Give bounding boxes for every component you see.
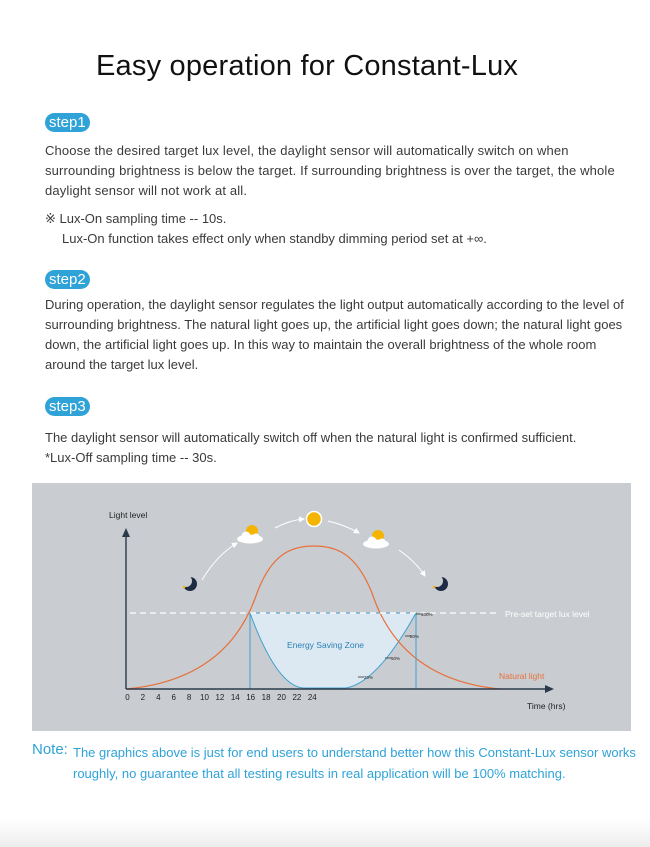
partly-cloudy-right-icon xyxy=(363,530,389,549)
lux-on-function-note: Lux-On function takes effect only when standby dimming period set at +∞. xyxy=(62,231,487,246)
page-title: Easy operation for Constant-Lux xyxy=(96,50,519,82)
x-tick-labels xyxy=(125,693,317,702)
note-text: The graphics above is just for end users to understand better how this Constant-Lux sensor works roughly, no guarantee that all testing results in real application will be 100% matching. xyxy=(73,745,636,781)
x-tick-label: 20 xyxy=(277,693,286,702)
preset-lux-label: Pre-set target lux level xyxy=(505,609,590,619)
percent-label-50: 50% xyxy=(391,656,401,661)
lux-off-sampling-note: *Lux-Off sampling time -- 30s. xyxy=(45,450,217,465)
x-tick-label: 22 xyxy=(292,693,302,702)
moon-left-icon xyxy=(180,575,197,591)
x-tick-label: 18 xyxy=(261,693,271,702)
arc-arrow-3 xyxy=(328,521,359,533)
step2-badge: step2 xyxy=(45,270,90,289)
note-label: Note: xyxy=(32,741,68,758)
x-tick-label: 2 xyxy=(140,693,146,702)
energy-saving-zone-label: Energy Saving Zone xyxy=(287,640,365,650)
step3-text: The daylight sensor will automatically switch off when the natural light is confirmed sufficient. xyxy=(45,430,577,445)
x-tick-label: 8 xyxy=(186,693,192,702)
step1-text: Choose the desired target lux level, the daylight sensor will automatically switch on when surrounding brightness is below the target. If surrounding brightness is over the target, the whole daylight sensor will not work at all. xyxy=(45,143,615,198)
lux-on-sampling-note: ※ Lux-On sampling time -- 10s. xyxy=(45,211,227,226)
arc-arrow-1 xyxy=(202,543,237,580)
x-tick-label: 10 xyxy=(200,693,209,702)
partly-cloudy-left-icon xyxy=(237,525,263,544)
y-axis-label: Light level xyxy=(109,510,148,520)
x-tick-label: 24 xyxy=(307,693,317,702)
natural-light-label: Natural light xyxy=(499,671,545,681)
percent-label-20: 20% xyxy=(364,675,374,680)
constant-lux-diagram xyxy=(32,483,631,731)
x-tick-label: 0 xyxy=(125,693,130,702)
bottom-fade xyxy=(0,819,650,847)
arc-arrow-4 xyxy=(399,550,425,576)
sun-icon xyxy=(307,512,322,527)
x-tick-label: 16 xyxy=(246,693,256,702)
x-tick-label: 4 xyxy=(156,693,161,702)
percent-label-80: 80% xyxy=(410,634,420,639)
step1-badge: step1 xyxy=(45,113,90,132)
y-axis-arrow xyxy=(122,528,130,537)
x-axis-label: Time (hrs) xyxy=(527,701,566,711)
x-axis-arrow xyxy=(545,685,554,693)
step3-badge: step3 xyxy=(45,397,90,416)
moon-right-icon xyxy=(431,575,448,591)
x-tick-label: 12 xyxy=(215,693,225,702)
diagram-svg xyxy=(32,483,631,731)
arc-arrow-2 xyxy=(275,519,304,528)
energy-saving-zone xyxy=(250,613,416,688)
step2-text: During operation, the daylight sensor regulates the light output automatically according to the level of surrounding brightness. The natural light goes up, the artificial light goes down; the natural light goes down, the artificial light goes up. In this way to maintain the overall brightness of the whole room around the target lux level. xyxy=(45,297,624,372)
percent-label-100: 100% xyxy=(421,612,433,617)
x-tick-label: 14 xyxy=(230,693,240,702)
x-tick-label: 6 xyxy=(171,693,176,702)
